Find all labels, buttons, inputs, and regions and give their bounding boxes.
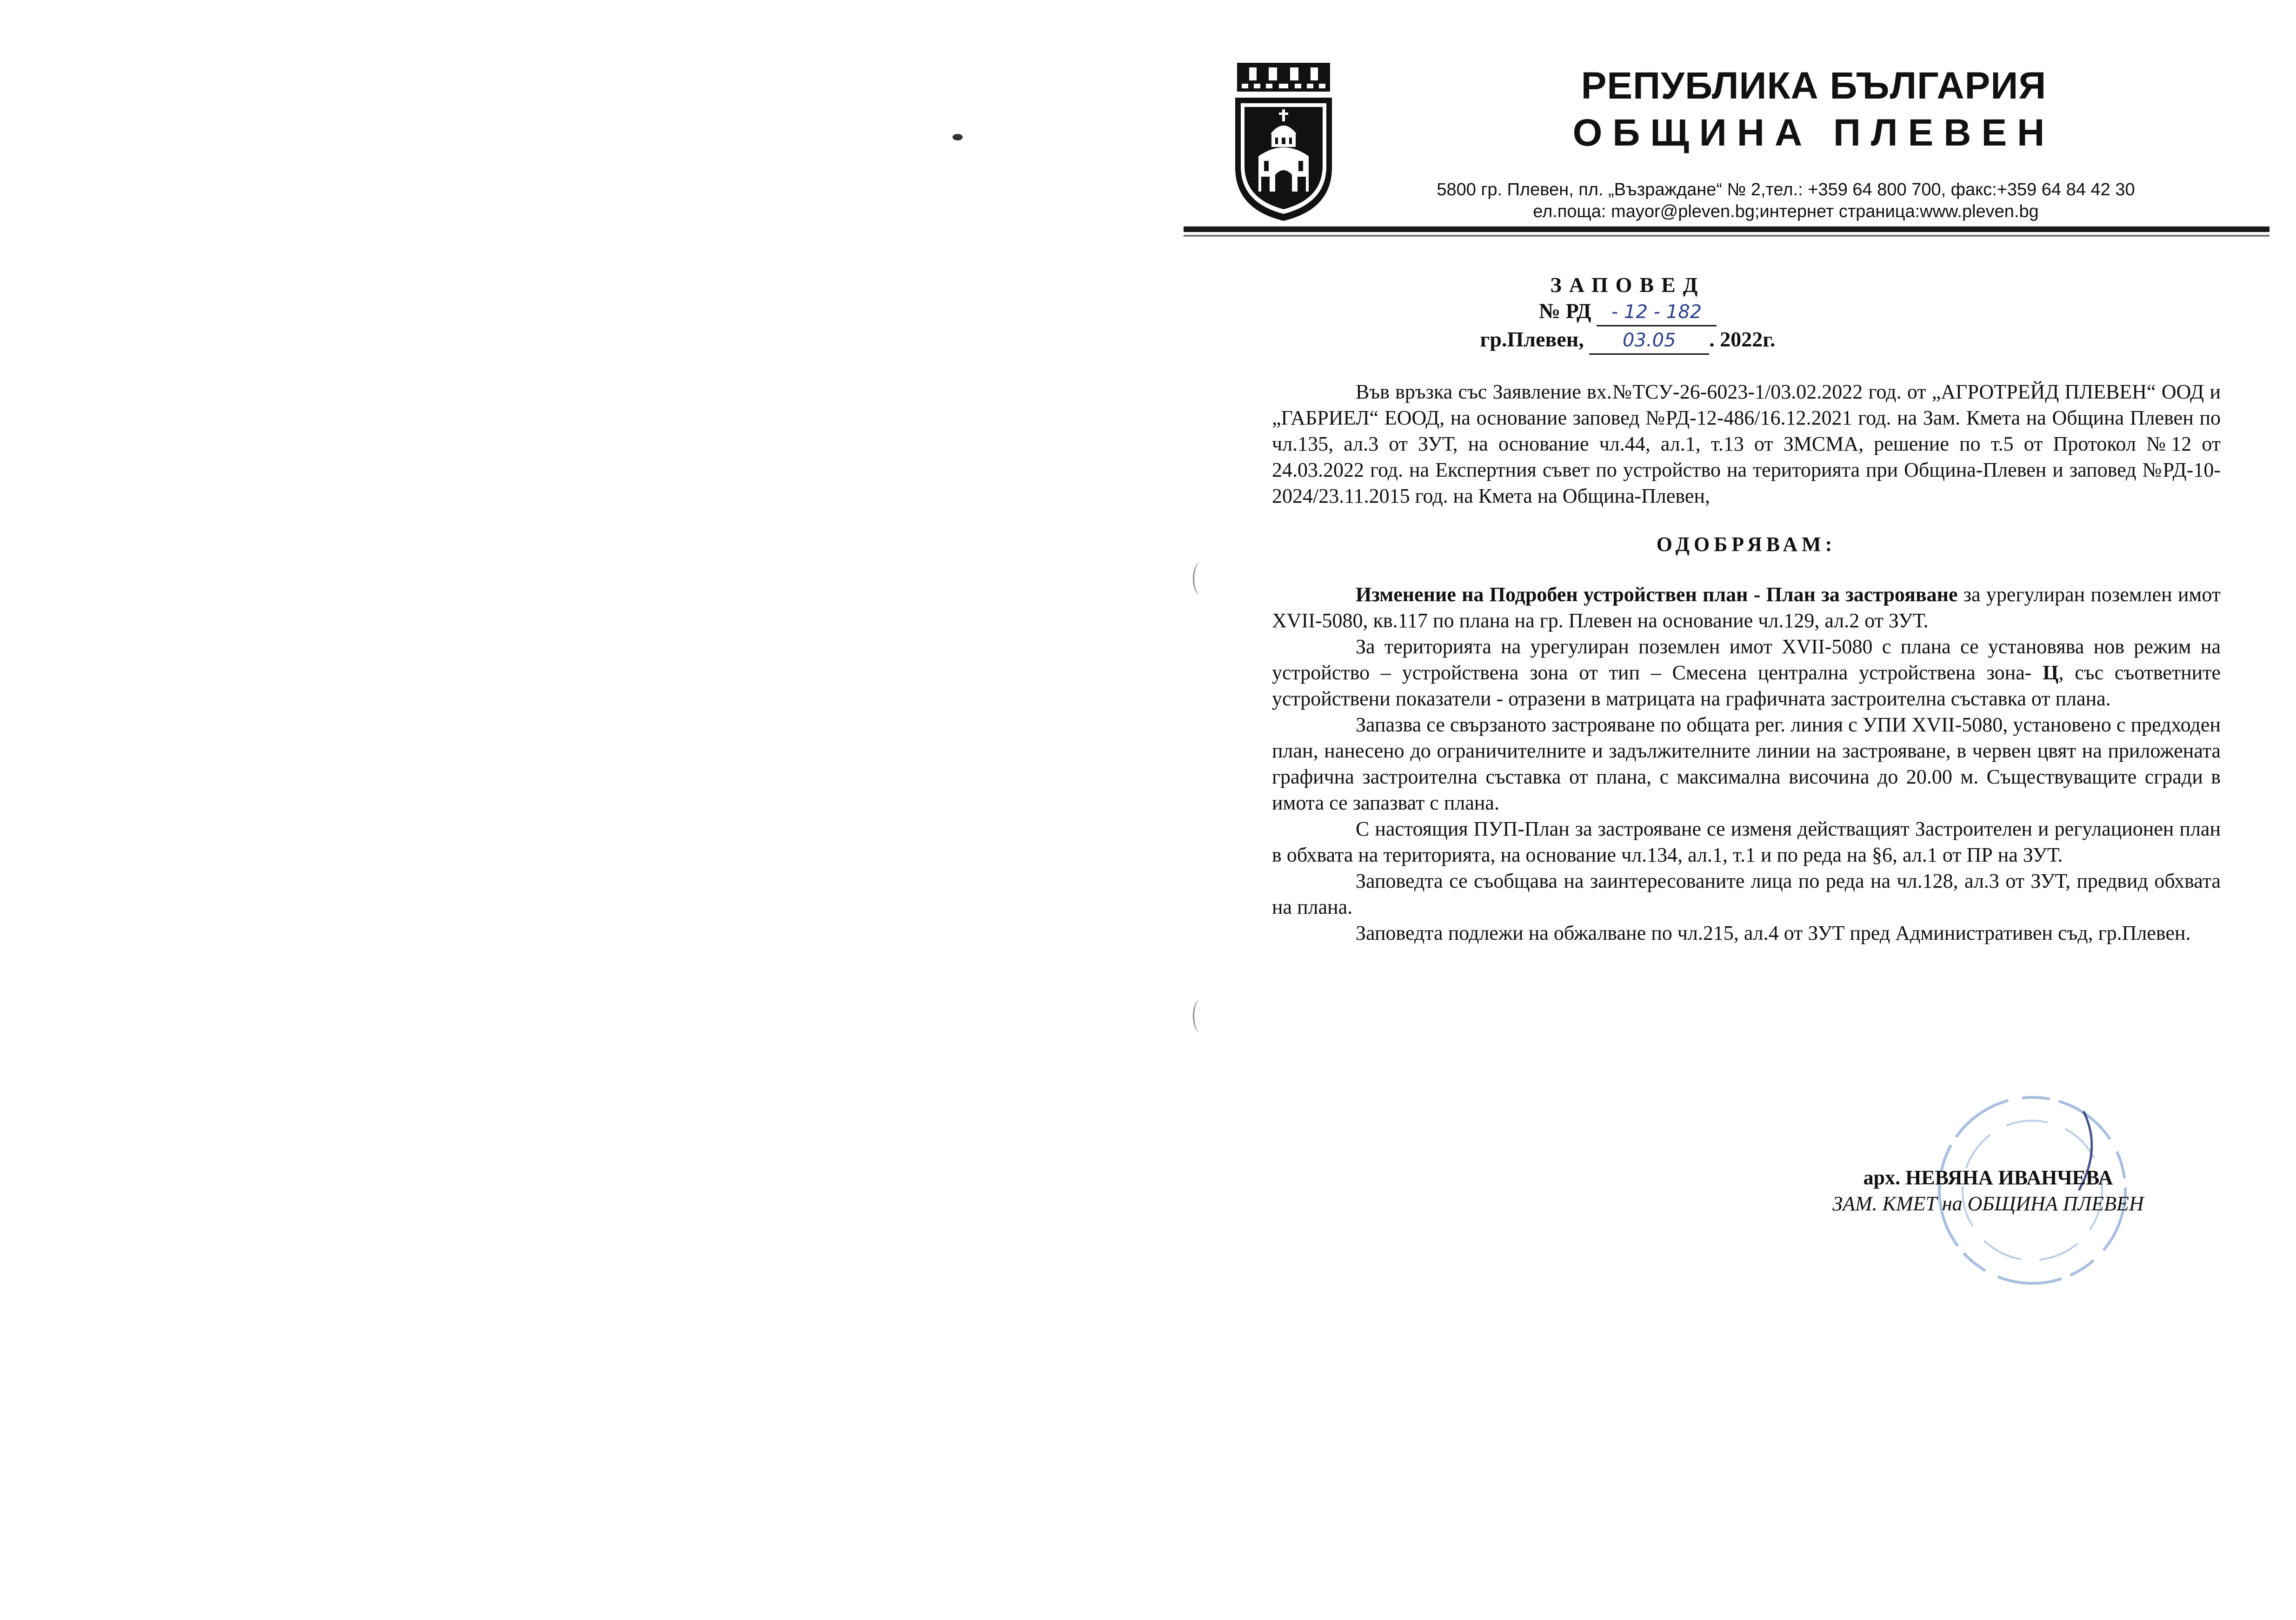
order-number-line	[1279, 298, 1977, 326]
header-divider-thin	[1184, 235, 2269, 237]
paragraph-plan-change: С настоящия ПУП-План за застрояване се изменя действащият Застроителен и регулационен план в обхвата на територията, на основание чл.134, ал.1, т.1 и по реда на §6, ал.1 от ПР на ЗУТ.	[1272, 817, 2221, 866]
header-email: ел.поща: mayor@pleven.bg;интернет страница:www.pleven.bg	[1533, 202, 2039, 221]
paragraph-notification: Заповедта се съобщава на заинтересованите лица по реда на чл.128, ал.3 от ЗУТ, предвид обхвата на плана.	[1272, 870, 2221, 918]
signatory-title: ЗАМ. КМЕТ на ОБЩИНА ПЛЕВЕН	[1832, 1192, 2144, 1215]
zone-code: Ц	[2043, 661, 2059, 684]
order-place: гр.Плевен,	[1480, 327, 1584, 351]
order-body	[1272, 379, 2221, 946]
order-title: ЗАПОВЕД	[1550, 273, 1705, 297]
scan-mark	[1193, 563, 1208, 595]
header-country: РЕПУБЛИКА БЪЛГАРИЯ	[1581, 65, 2047, 107]
intro-paragraph: Във връзка със Заявление вх.№ТСУ-26-6023-1/03.02.2022 год. от „АГРОТРЕЙД ПЛЕВЕН“ ООД и „ГАБРИЕЛ“ ЕООД, на основание заповед №РД-12-486/16.12.2021 год. на Зам. Кмета на Община Плевен по чл.135, ал.3 от ЗУТ, на основание чл.44, ал.1, т.13 от ЗМСМА, решение по т.5 от Протокол №12 от 24.03.2022 год. на Експертния съвет по устройство на територията при Община-Плевен и заповед №РД-10-2024/23.11.2015 год. на Кмета на Община-Плевен,	[1272, 380, 2221, 507]
zone-text-after: , със съответните устройствени показатели - отразени в матрицата на графичната застроителна съставка от плана.	[1272, 661, 2221, 710]
scan-speck	[952, 134, 963, 140]
order-title-block	[1279, 272, 1977, 355]
paragraph-appeal: Заповедта подлежи на обжалване по чл.215, ал.4 от ЗУТ пред Административен съд, гр.Плевен.	[1356, 922, 2191, 944]
order-number-prefix: № РД	[1538, 299, 1591, 323]
header-divider	[1184, 226, 2269, 232]
order-date-line	[1279, 326, 1977, 355]
order-number-handwritten: - 12 - 182	[1597, 299, 1717, 326]
zone-text-before: За територията на урегулиран поземлен имот XVII-5080 с плана се установява нов режим на устройство – устройствена зона от тип – Смесена централна устройствена зона-	[1272, 635, 2221, 684]
order-year: . 2022г.	[1709, 327, 1776, 351]
signatory-name: арх. НЕВЯНА ИВАНЧЕВА	[1863, 1166, 2113, 1189]
header-municipality: ОБЩИНА ПЛЕВЕН	[1572, 112, 2055, 154]
amendment-bold-text: Изменение на Подробен устройствен план - План за застрояване	[1356, 583, 1958, 606]
paragraph-amendment	[1272, 582, 2221, 634]
scan-mark	[1193, 1000, 1208, 1032]
amendment-text: за урегулиран поземлен имот XVII-5080, кв.117 по плана на гр. Плевен на основание чл.129, ал.2 от ЗУТ.	[1272, 583, 2221, 632]
approve-heading: ОДОБРЯВАМ:	[1656, 533, 1837, 556]
paragraph-building: Запазва се свързаното застрояване по общата рег. линия с УПИ XVII-5080, устaновено с предходен план, нанесено до ограничителните и задължителните линии на застрояване, в червен цвят на приложената графична застроителна съставка от плана, с максимална височина до 20.00 м. Съществуващите сгради в имота се запазват с плана.	[1272, 713, 2221, 814]
order-date-handwritten: 03.05	[1589, 327, 1709, 355]
header-address: 5800 гр. Плевен, пл. „Възраждане“ № 2,тел.: +359 64 800 700, факс:+359 64 84 42 30	[1437, 180, 2135, 199]
paragraph-zone	[1272, 634, 2221, 712]
pleven-coat-of-arms-logo	[1232, 60, 1335, 223]
